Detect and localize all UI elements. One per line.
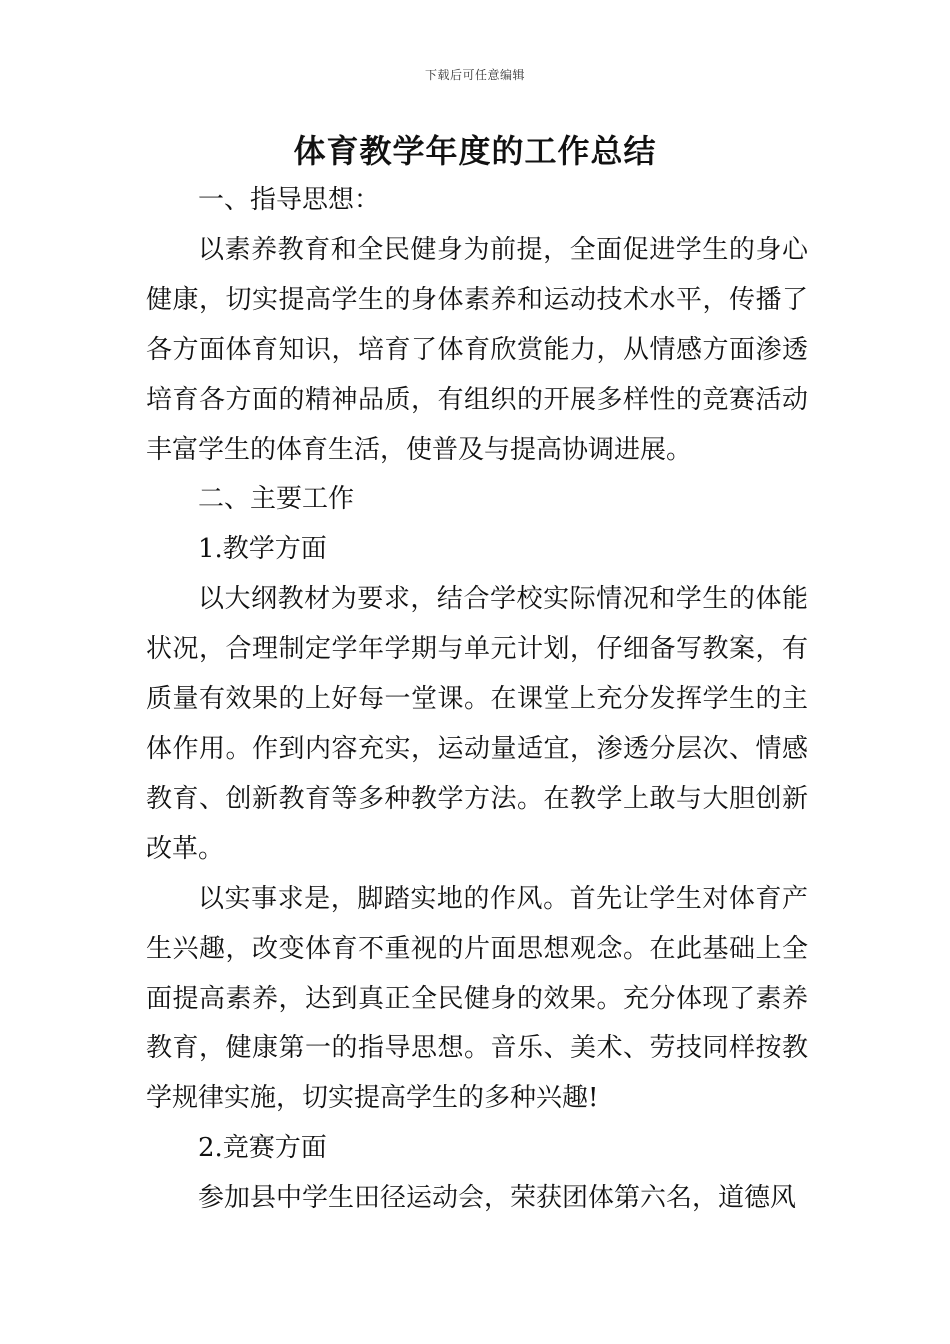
paragraph-guiding-thought: 以素养教育和全民健身为前提，全面促进学生的身心健康，切实提高学生的身体素养和运动技术水平，传播了各方面体育知识，培育了体育欣赏能力，从情感方面渗透培育各方面的精神品质，有组织的开展多样性的竞赛活动丰富学生的体育生活，使普及与提高协调进展。 <box>146 234 808 465</box>
paragraph-teaching-1: 以大纲教材为要求，结合学校实际情况和学生的体能状况，合理制定学年学期与单元计划，仔细备写教案，有质量有效果的上好每一堂课。在课堂上充分发挥学生的主体作用。作到内容充实，运动量适宜，渗透分层次、情感教育、创新教育等多种教学方法。在教学上敢与大胆创新改革。 <box>146 584 808 864</box>
document-body <box>146 176 808 1224</box>
section-heading-guiding-thought: 一、指导思想： <box>198 185 381 215</box>
paragraph-competition: 参加县中学生田径运动会，荣获团体第六名，道德风 <box>198 1183 797 1214</box>
header-note: 下载后可任意编辑 <box>424 68 525 82</box>
document-title: 体育教学年度的工作总结 <box>293 132 657 170</box>
paragraph-teaching-2: 以实事求是，脚踏实地的作风。首先让学生对体育产生兴趣，改变体育不重视的片面思想观念。在此基础上全面提高素养，达到真正全民健身的效果。充分体现了素养教育，健康第一的指导思想。音乐、美术、劳技同样按教学规律实施，切实提高学生的多种兴趣! <box>146 883 808 1114</box>
section-heading-main-work: 二、主要工作 <box>198 484 355 515</box>
subheading-competition: 2.竞赛方面 <box>198 1133 327 1164</box>
subheading-teaching: 1.教学方面 <box>198 534 327 565</box>
